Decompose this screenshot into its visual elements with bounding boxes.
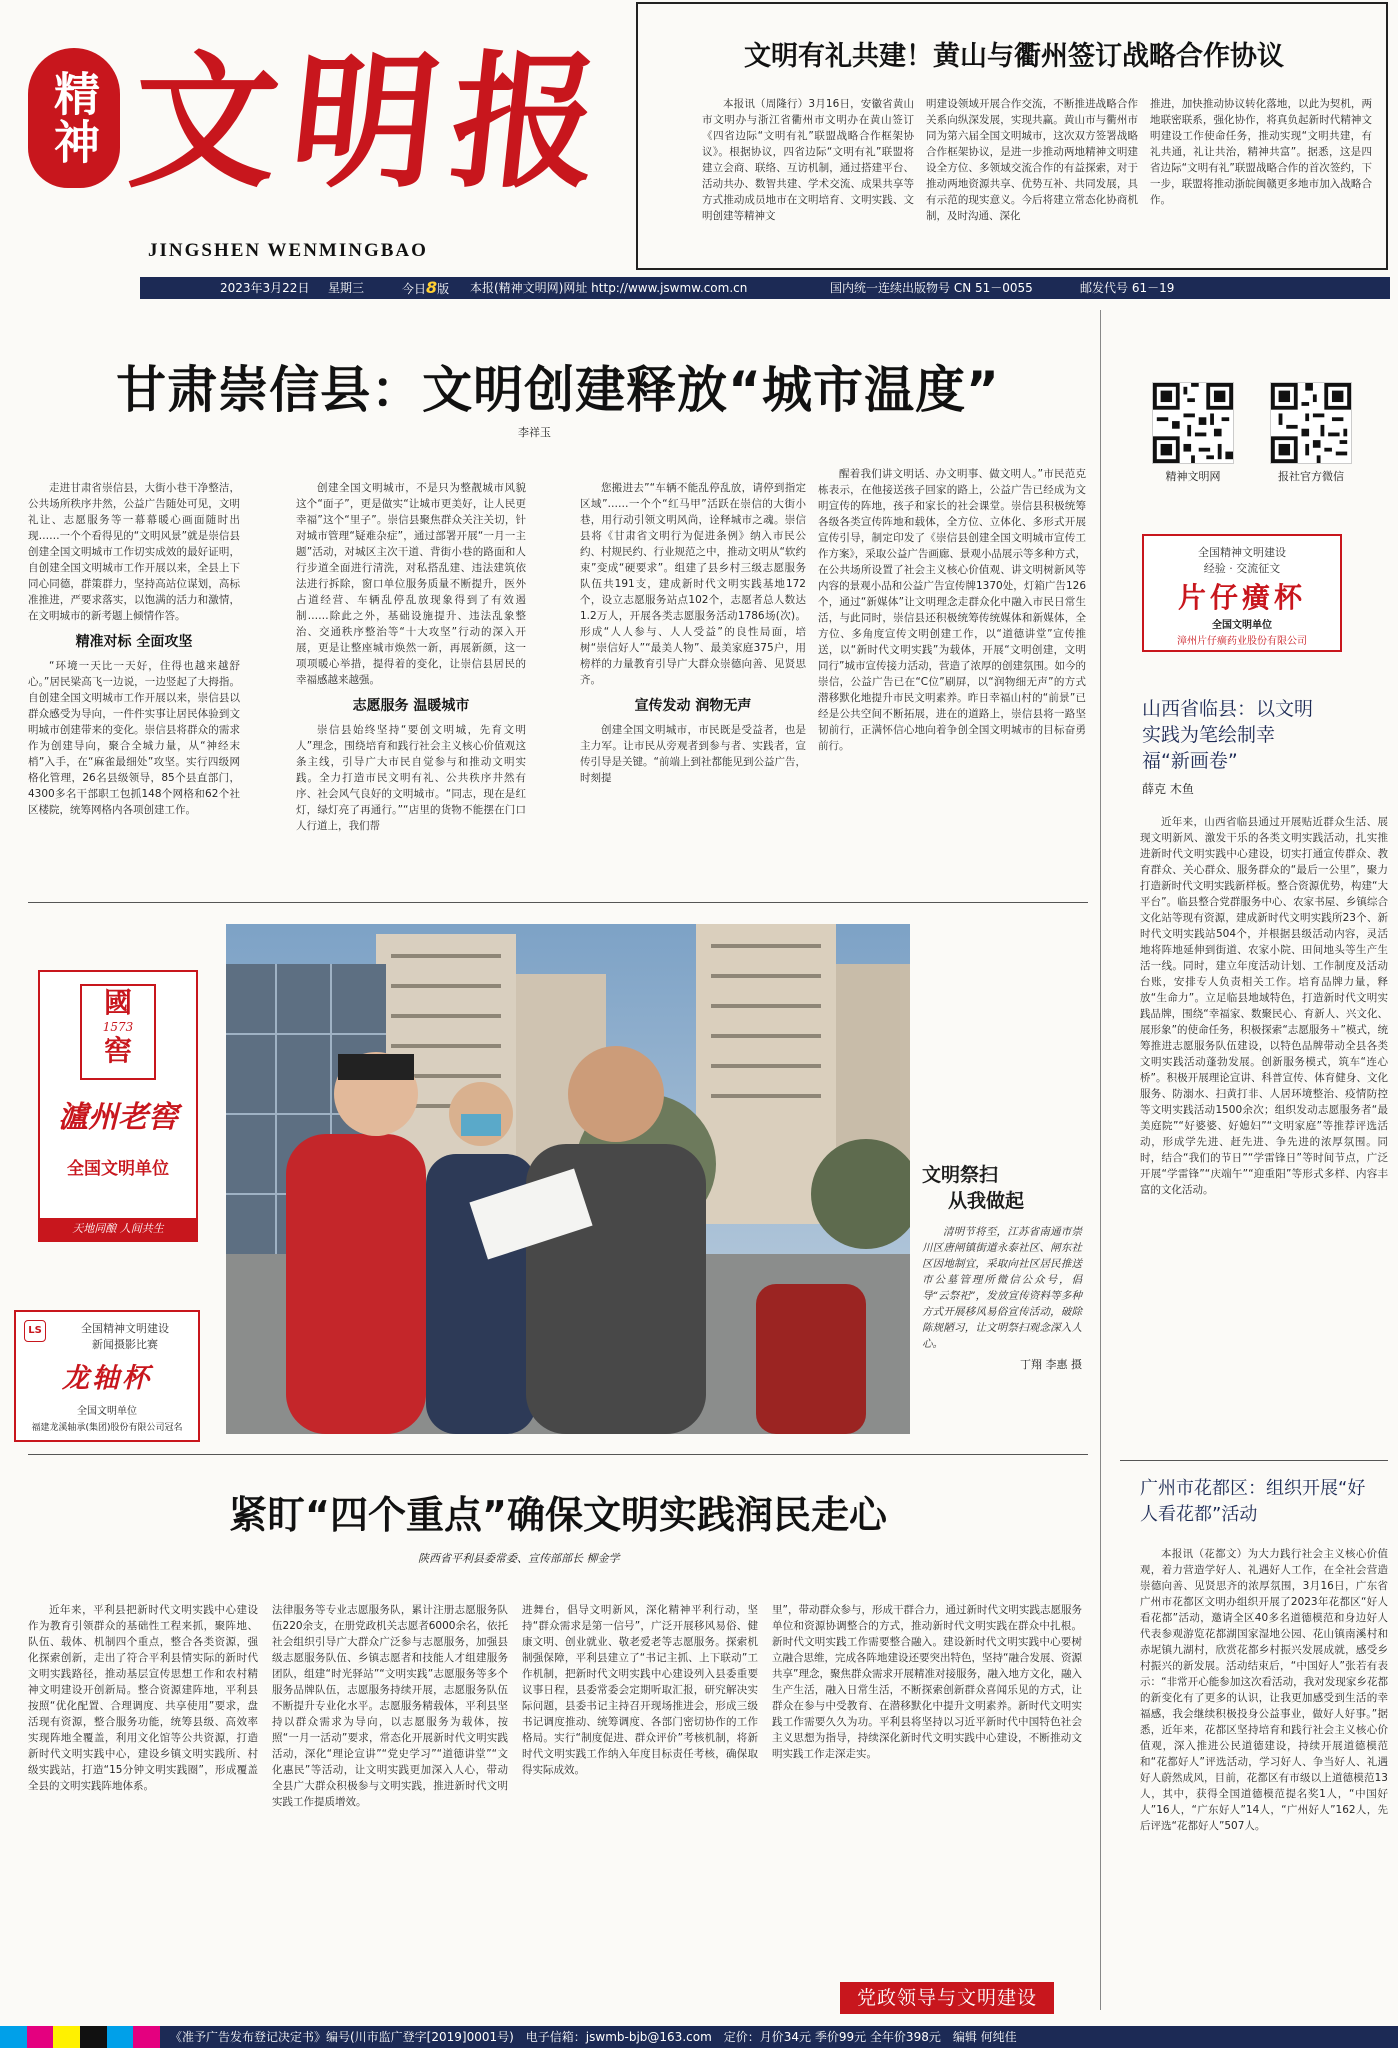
logo-seal-chars: 精神 [47, 70, 101, 166]
dateline-cn: 国内统一连续出版物号 CN 51－0055 [830, 281, 1033, 295]
ad-guojiao-tagline: 全国文明单位 [67, 1159, 169, 1179]
photo-caption-text: 清明节将至，江苏省南通市崇川区唐闸镇街道永泰社区、闸东社区因地制宜，采取向社区居民推送市公墓管理所微信公众号，倡导“云祭祀”，发放宣传资料等多种方式开展移风易俗宣传活动，破除陈规陋习，让文明祭扫观念深入人心。 [922, 1226, 1082, 1350]
side-story-huadu [1140, 1476, 1390, 2016]
dateline-date: 2023年3月22日 [220, 281, 310, 295]
ad-pzh-line3: 全国文明单位 [1212, 620, 1272, 631]
qr-label-website: 精神文明网 [1165, 470, 1221, 483]
qr-code-wechat[interactable] [1270, 382, 1352, 464]
top-story-box [636, 2, 1388, 270]
lead-col1 [28, 480, 240, 900]
photo-credit: 丁翔 李惠 摄 [1020, 1358, 1082, 1371]
section-tag: 党政领导与文明建设 [840, 1982, 1054, 2014]
photo-caption-block [922, 1162, 1082, 1434]
lead-story-author: 李祥玉 [518, 426, 551, 439]
qr-icon [1153, 383, 1233, 463]
color-bar [27, 2026, 54, 2048]
lead-col2-p2: 崇信县始终坚持“要创文明城，先育文明人”理念，围绕培育和践行社会主义核心价值观这条主线，引导广大市民自觉参与和推动文明实践。全力打造市民文明有礼、公共秩序井然有序、社会风气良好的文明城市。“同志，现在是红灯，绿灯亮了再通行。”“店里的货物不能摆在门口人行道上，我们帮 [296, 724, 526, 832]
dateline-bar [140, 277, 1390, 299]
side2-top-rule [1120, 1460, 1388, 1461]
ad-guojiao-logo-bottom: 窖 [103, 1034, 132, 1067]
lead-bottom-rule [28, 902, 1088, 903]
bottom-story [28, 1462, 1088, 2022]
lead-col3-p1: 您搬进去”“车辆不能乱停乱放，请停到指定区域”……一个个“红马甲”活跃在崇信的大街小巷，用行动引领文明风尚，诠释城市之魂。崇信县将《甘肃省文明行为促进条例》纳入市民公约、村规民约、行业规范之中，推动文明从“软约束”变成“硬要求”。组建了县乡村三级志愿服务队伍共191支，建成新时代文明实践基地172个，设立志愿服务站点102个，志愿者总人数达1.2万人，开展各类志愿服务活动1786场(次)。形成“人人参与、人人受益”的良性局面，培树“崇信好人”“最美人物”、最美家庭375户，用榜样的力量教育引导广大群众崇德向善、见贤思齐。 [580, 482, 806, 686]
masthead-pinyin: JINGSHEN WENMINGBAO [148, 240, 428, 261]
bottom-col3: 进舞台，倡导文明新风，深化精神平利行动，坚持“群众需求是第一信号”，广泛开展移风易俗、健康文明、创业就业、敬老爱老等志愿服务。探索机制强保障，平利县建立了“书记主抓、上下联动”工作机制，把新时代文明实践中心建设列入县委重要议事日程，县委常委会定期听取汇报，研究解决实际问题，县委书记主持召开现场推进会，形成三级书记调度推动、统筹调度、各部门密切协作的工作格局。实行“制度促进、群众评价”考核机制，将新时代文明实践工作纳入年度目标责任考核，确保取得实际成效。 [522, 1604, 758, 1776]
bottom-col1: 近年来，平利县把新时代文明实践中心建设作为教育引领群众的基础性工程来抓，聚阵地、队伍、载体、机制四个重点，整合各类资源，强化探索创新，走出了符合平利县情实际的新时代文明实践路径，推动基层宣传思想工作和农村精神文明建设开创新局。整合资源建阵地，平利县按照“优化配置、合理调度、共享使用”要求，盘活现有资源，整合服务功能，统筹县级、高效率实现阵地全覆盖，利用文化馆等公共资源，打造新时代文明实践中心，建设乡镇文明实践所、村级实践站，打造“15分钟文明实践圈”，形成覆盖全县的文明实践阵地体系。 [28, 1604, 258, 1792]
side1-text: 近年来，山西省临县通过开展贴近群众生活、展现文明新风、激发干乐的各类文明实践活动，扎实推进新时代文明实践中心建设，切实打通宣传群众、教育群众、关心群众、服务群众的“最后一公里”，聚力打造新时代文明实践新样板。整合资源优势，构建“大平台”。临县整合党群服务中心、农家书屋、乡镇综合文化站等现有资源，建成新时代文明实践所23个、新时代文明实践站504个，并根据县级活动内容，灵活地将阵地延伸到街道、农家小院、田间地头等生产生活一线。同时，建立年度活动计划、工作制度及活动台账，安排专人负责相关工作。培育品牌力量，释放“生命力”。立足临县地域特色，打造新时代文明实践品牌，围绕“幸福家、数聚民心、育新人、兴文化、展形象”的使命任务，积极探索“志愿服务＋”模式，统筹推进志愿服务队伍建设，以特色品牌带动全县各类文明实践活动蓬勃发展。创新服务模式，筑车“连心桥”。积极开展理论宣讲、科普宣传、体育健身、文化服务、防溺水、扫黄打非、人居环境整治、疫情防控等文明实践活动1500余次；组织发动志愿服务者“最美庭院”“好婆婆、好媳妇”“文明家庭”等推荐评选活动，形成学先进、赶先进、争先进的浓厚氛围。同时，结合“我们的节日”“学雷锋日”等时间节点，广泛开展“学雷锋”“庆端午”“迎重阳”等形式多样、内容丰富的文化活动。 [1140, 816, 1388, 1196]
side-story-linxian [1140, 696, 1390, 1416]
qr-label-wechat: 报社官方微信 [1278, 470, 1344, 483]
footer-text: 《准予广告发布登记决定书》编号(川市监广登字[2019]0001号) 电子信箱：jswmb-bjb@163.com 定价：月价34元 季价99元 全年价398元 编辑 何纯佳 [170, 2030, 1017, 2044]
lead-story-title: 甘肃崇信县：文明创建释放“城市温度” [116, 361, 1000, 419]
ad-lz-line1: 全国精神文明建设 [81, 1322, 169, 1335]
ad-pzh-line2: 经验 · 交流征文 [1203, 562, 1281, 575]
lead-col3 [580, 480, 806, 900]
ad-pzh-brand: 片仔癀杯 [1177, 581, 1306, 614]
photo-caption-title-2: 从我做起 [948, 1190, 1025, 1212]
right-column-rule [1100, 310, 1101, 2010]
side2-title: 广州市花都区：组织开展“好人看花都”活动 [1140, 1478, 1366, 1525]
ad-lz-line2: 新闻摄影比赛 [92, 1338, 158, 1351]
color-bar [133, 2026, 160, 2048]
ad-guojiao-brand: 瀘州老窖 [58, 1100, 178, 1135]
qr-icon [1271, 383, 1351, 463]
photo-scene [226, 924, 910, 1434]
ad-guojiao-logo-top: 國 [103, 986, 132, 1019]
ad-lz-company: 福建龙溪轴承(集团)股份有限公司冠名 [31, 1423, 183, 1433]
color-bar [80, 2026, 107, 2048]
dateline-pages-prefix: 今日 [402, 282, 427, 296]
top-story-col2: 明建设领域开展合作交流，不断推进战略合作关系向纵深发展，实现共赢。黄山市与衢州市同为第六届全国文明城市，这次双方签署战略合作框架协议，是进一步推动两地精神文明建设全方位、多领域交流合作的有益探索，对于推动两地资源共享、优势互补、共同发展，具有示范的现实意义。今后将建立常态化协商机制，及时沟通、深化 [926, 98, 1138, 222]
ad-lz-brand: 龙轴杯 [62, 1363, 152, 1394]
ad-lz-line3: 全国文明单位 [77, 1406, 137, 1417]
ad-guojiao[interactable] [38, 970, 198, 1242]
lead-col1-p2: “环境一天比一天好，住得也越来越舒心。”居民梁高飞一边说，一边竖起了大拇指。自创建全国文明城市工作开展以来，崇信县以群众感受为导向，一件件实事让居民体验到文明城市创建带来的变化。崇信县将群众的需求作为创建导向，聚合全城力量，从“神经末梢”入手，在“麻雀最细处”攻坚。实行四级网格化管理，26名县级领导，85个县直部门，4300多名干部职工包抓148个网格和62个社区楼院，统筹网格内各项创建工作。 [28, 660, 240, 816]
lead-col2 [296, 480, 526, 900]
dateline-postal: 邮发代号 61－19 [1080, 281, 1175, 295]
lead-col2-p1: 创建全国文明城市，不是只为整靓城市风貌这个“面子”，更是做实“让城市更美好，让人民更幸福”这个“里子”。崇信县聚焦群众关注关切，针对城市管理“疑难杂症”，通过部署开展“一月一主题”活动，对城区主次干道、背街小巷的路面和人行步道全面进行清洗，对私搭乱建、违法建筑依法进行拆除，窗口单位服务质量不断提升，医外占道经营、车辆乱停乱放现象得到了有效遏制……除此之外，基础设施提升、违法乱象整治、交通秩序整治等“十大攻坚”行动的深入开展，更是让整座城市焕然一新，再展新颜，这一项项暖心举措，提得着的变化，让崇信县居民的幸福感越来越强。 [296, 482, 526, 686]
logo-title: 文明报 [123, 37, 622, 208]
top-story-col3: 推进，加快推动协议转化落地，以此为契机，两地联密联系，强化协作，将真负起新时代精神文明建设工作使命任务，推动实现“文明共建，有礼共通，礼让共治，精神共富”。据悉，这是四省边际“文明有礼”联盟战略合作的首次签约，下一步，联盟将推动浙皖闽赣更多地市加入战略合作。 [1150, 98, 1372, 206]
bottom-col4: 里”，带动群众参与，形成干群合力，通过新时代文明实践志愿服务单位和资源协调整合的方式，推动新时代文明实践在群众中扎根。新时代文明实践工作需要整合融入。建设新时代文明实践中心要树立融合思维，完成各阵地建设还要突出特色，坚持“融合发展、资源共享”理念，聚焦群众需求开展精准对接服务，融入地方文化，融入生产生活，融入日常生活，不断探索创新群众喜闻乐见的方式，让群众在参与中受教育、在潜移默化中提升文明素养。新时代文明实践工作需要久久为功。平利县将坚持以习近平新时代中国特色社会主义思想为指导，持续深化新时代文明实践中心建设，不断推动文明实践工作走深走实。 [772, 1604, 1082, 1760]
photo-bottom-rule [28, 1454, 1088, 1455]
ad-guojiao-logo [80, 984, 156, 1080]
ad-lz-logo: LS [24, 1320, 46, 1342]
color-bars [0, 2026, 160, 2048]
top-story-col1: 本报讯（周隆行）3月16日，安徽省黄山市文明办与浙江省衢州市文明办在黄山签订《四省边际“文明有礼”联盟战略合作框架协议》。根据协议，四省边际“文明有礼”联盟将建立会商、联络、互访机制，通过搭建平台、活动共办、数智共建、学术交流、成果共享等方式推动成员地市在文明培育、文明实践、文明创建等精神文 [702, 98, 914, 222]
side2-text: 本报讯（花都文）为大力践行社会主义核心价值观，着力营造学好人、礼遇好人工作，在全社会营造崇德向善、见贤思齐的浓厚氛围，3月16日，广东省广州市花都区文明办组织开展了2023年花都区“好人看花都”活动，邀请全区40多名道德模范和身边好人代表参观游览花都湖国家湿地公园、花山镇南溪村和赤坭镇九湖村，欣赏花都乡村振兴发展成就，感受乡村振兴的新发展。活动结束后，“中国好人”张若有表示：“非常开心能参加这次看活动，我对发现家乡花都的新变化有了更多的认识，让我更加感受到生活的幸福感，我会继续积极投身公益事业，做好人好事。”据悉，近年来，花都区坚持培育和践行社会主义核心价值观，深入推进公民道德建设，持续开展道德模范和“花都好人”评选活动，学习好人、争当好人、礼遇好人蔚然成风，目前，花都区有市级以上道德模范13人，其中，获得全国道德模范提名奖1人，“中国好人”16人，“广东好人”14人，“广州好人”162人，先后评选“花都好人”507人。 [1140, 1548, 1388, 1832]
dateline-website: 本报(精神文明网)网址 http://www.jswmw.com.cn [470, 281, 748, 295]
ad-pzh-line1: 全国精神文明建设 [1198, 546, 1286, 559]
ad-guojiao-slogan: 天地同酿 人间共生 [40, 1218, 196, 1240]
lead-col1-subhead: 精准对标 全面攻坚 [75, 634, 193, 650]
lead-col4 [818, 466, 1086, 900]
lead-col3-subhead: 宣传发动 润物无声 [634, 698, 752, 714]
ad-pianzihuang[interactable] [1142, 534, 1342, 652]
lead-col2-subhead: 志愿服务 温暖城市 [352, 698, 470, 714]
masthead-logo [28, 38, 628, 238]
ad-guojiao-year: 1573 [102, 1020, 134, 1034]
lead-col4-p1: 醒着我们讲文明话、办文明事、做文明人。”市民范克栋表示，在他接送孩子回家的路上，公益广告已经成为文明宣传的阵地，孩子和家长的社会课堂。崇信县积极统筹各级各类宣传阵地和载体，全方位、立体化、多形式开展宣传引导，制定印发了《崇信县创建全国文明城市宣传工作方案》，采取公益广告画廊、景观小品展示等多种方式，在公共场所设置了社会主义核心价值观、讲文明树新风等内容的景观小品和公益广告宣传牌1370处，灯箱广告126个，通过“新媒体”让文明理念走群众化中融入市民日常生活，与此同时，崇信县还积极统筹传统媒体和新媒体，全方位、多角度宣传文明创建工作，以“道德讲堂”宣传推送，以“新时代文明实践”为载体，开展“文明创建，文明同行”城市宣传接力活动，营造了浓厚的创建氛围。如今的崇信，公益广告已在“C位”刷屏，以“润物细无声”的方式潜移默化地提升市民文明素养。昨日幸福山村的“前景”已经是公共空间不断拓展，进在的道路上，崇信县将一路坚韧前行，正满怀信心地向着争创全国文明城市的目标奋勇前行。 [818, 468, 1086, 752]
logo-seal [28, 48, 120, 188]
qr-code-website[interactable] [1152, 382, 1234, 464]
bottom-story-title: 紧盯“四个重点”确保文明实践润民走心 [229, 1493, 887, 1537]
dateline-pages-suffix: 版 [437, 282, 450, 296]
side1-author: 薛克 木鱼 [1142, 782, 1194, 796]
color-bar [107, 2026, 134, 2048]
lead-col3-p2: 创建全国文明城市，市民既是受益者，也是主力军。让市民从旁观者到参与者、实践者，宣传引导是关键。“前端上到社都能见到公益广告，时刻提 [580, 724, 806, 784]
footer-bar [0, 2026, 1398, 2048]
dateline-pages-num: 8 [426, 278, 438, 297]
ad-pzh-company: 漳州片仔癀药业股份有限公司 [1177, 636, 1307, 647]
dateline-pages [402, 277, 449, 300]
lead-story [28, 310, 1088, 902]
color-bar [53, 2026, 80, 2048]
masthead [0, 0, 1398, 300]
bottom-story-author: 陕西省平利县委常委、宣传部部长 柳金学 [418, 1552, 620, 1565]
side1-title: 山西省临县：以文明实践为笔绘制幸福“新画卷” [1142, 698, 1314, 772]
ad-longzhou[interactable] [14, 1310, 200, 1442]
color-bar [0, 2026, 27, 2048]
lead-col1-p1: 走进甘肃省崇信县，大街小巷干净整洁，公共场所秩序井然，公益广告随处可见，文明礼让、志愿服务等一幕幕暖心画面随时出现……一个个看得见的“文明风景”就是崇信县创建全国文明城市工作切实成效的最好证明，自创建全国文明城市工作开展以来，全县上下同心同德，群策群力，坚持高站位谋划，高标准推进，严要求落实，以饱满的活力和激情，在文明城市的新考题上倾情作答。 [28, 482, 240, 622]
bottom-col2: 法律服务等专业志愿服务队，累计注册志愿服务队伍220余支，在册党政机关志愿者6000余名，依托社会组织引导广大群众广泛参与志愿服务，加强县级志愿服务队伍、乡镇志愿者和技能人才组建服务团队，组建“时光驿站”“文明实践”志愿服务等多个服务品牌队伍，志愿服务持续开展，志愿服务队伍不断提升专业化水平。志愿服务精载体，平利县坚持以群众需求为导向，以志愿服务为载体，按照“一月一活动”要求，常态化开展新时代文明实践活动，深化“理论宣讲”“党史学习”“道德讲堂”“文化惠民”等活动，让文明实践更加深入人心，带动全县广大群众积极参与文明实践，推进新时代文明实践工作提质增效。 [272, 1604, 508, 1808]
news-photo [226, 924, 910, 1434]
top-story-title: 文明有礼共建！黄山与衢州签订战略合作协议 [744, 41, 1284, 72]
qr-block [1130, 382, 1380, 482]
dateline-weekday: 星期三 [328, 281, 365, 295]
photo-caption-title-1: 文明祭扫 [922, 1164, 999, 1186]
